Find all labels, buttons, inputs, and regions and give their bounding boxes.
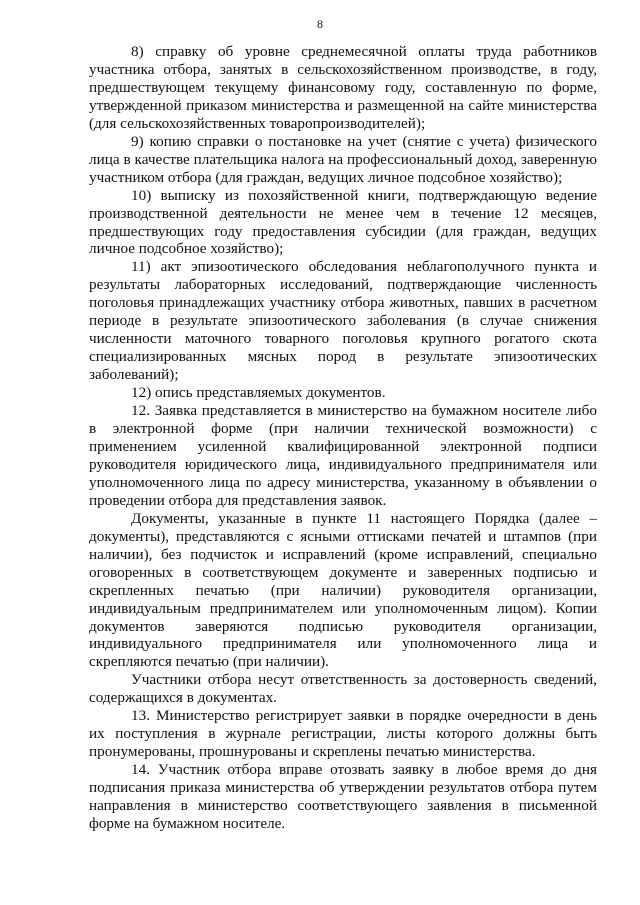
paragraph-clause-13: 13. Министерство регистрирует заявки в порядке очередности в день их поступления в журнале регистрации, листы которого должны быть пронумерованы, прошнурованы и скреплены печатью министерства. [89, 707, 597, 761]
paragraph-clause-14: 14. Участник отбора вправе отозвать заявку в любое время до дня подписания приказа министерства об утверждении результатов отбора путем направления в министерство соответствующего заявления в письменной форме на бумажном носителе. [89, 761, 597, 832]
paragraph-documents: Документы, указанные в пункте 11 настоящего Порядка (далее – документы), представляются с ясными оттисками печатей и штампов (при наличии), без подчисток и исправлений (кроме исправлений, специально оговоренных в соответствующем документе и заверенных подписью и скрепленных печатью (при наличии) руководителя организации, индивидуальным предпринимателем или уполномоченным лицом). Копии документов заверяются подписью руководителя организации, индивидуального предпринимателя или уполномоченного лица и скрепляются печатью (при наличии). [89, 509, 597, 671]
document-body [89, 43, 597, 833]
page-number: 8 [317, 17, 323, 31]
paragraph-item-8: 8) справку об уровне среднемесячной оплаты труда работников участника отбора, занятых в сельскохозяйственном производстве, в году, предшествующем текущему финансовому году, составленную по форме, утвержденной приказом министерства и размещенной на сайте министерства (для сельскохозяйственных товаропроизводителей); [89, 43, 597, 132]
paragraph-item-10: 10) выписку из похозяйственной книги, подтверждающую ведение производственной деятельности не менее чем в течение 12 месяцев, предшествующих году предоставления субсидии (для граждан, ведущих личное подсобное хозяйство); [89, 186, 597, 258]
paragraph-clause-12: 12. Заявка представляется в министерство на бумажном носителе либо в электронной форме (при наличии технической возможности) с применением усиленной квалифицированной электронной подписи руководителя юридического лица, индивидуального предпринимателя или уполномоченного лица по адресу министерства, указанному в объявлении о проведении отбора для представления заявок. [89, 402, 597, 509]
paragraph-item-11: 11) акт эпизоотического обследования неблагополучного пункта и результаты лабораторных исследований, подтверждающие численность поголовья принадлежащих участнику отбора животных, павших в расчетном периоде в результате эпизоотического заболевания (в случае снижения численности маточного товарного поголовья крупного рогатого скота специализированных мясных пород в результате эпизоотических заболеваний); [89, 258, 597, 384]
paragraph-responsibility: Участники отбора несут ответственность за достоверность сведений, содержащихся в документах. [89, 671, 597, 707]
paragraph-item-12: 12) опись представляемых документов. [131, 384, 386, 402]
paragraph-item-9: 9) копию справки о постановке на учет (снятие с учета) физического лица в качестве плательщика налога на профессиональный доход, заверенную участником отбора (для граждан, ведущих личное подсобное хозяйство); [89, 132, 597, 186]
